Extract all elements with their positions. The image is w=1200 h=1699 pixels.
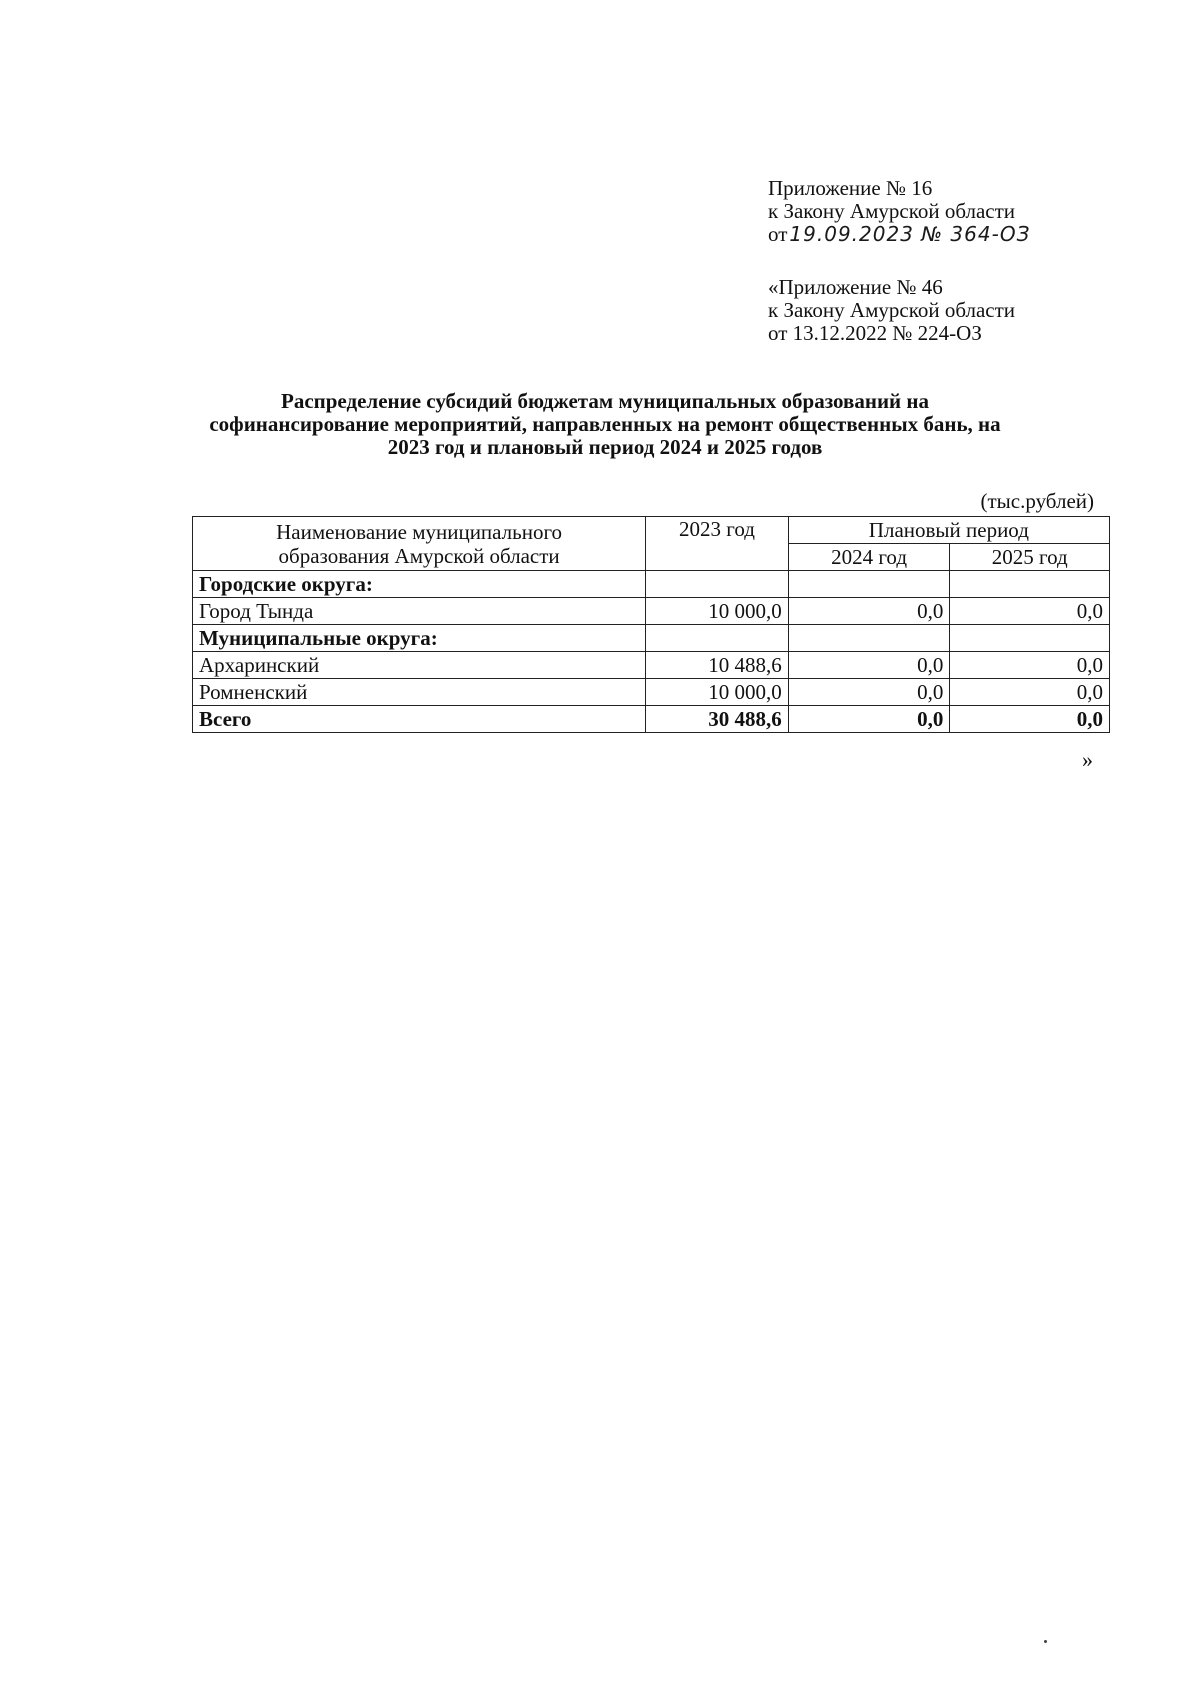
subsidy-table [192, 516, 1110, 733]
old-law-reference: к Закону Амурской области [768, 298, 1016, 322]
table-row [193, 598, 1110, 625]
date-prefix: от [768, 222, 788, 246]
header-planning-period: Плановый период [788, 517, 1109, 544]
table-row [193, 679, 1110, 706]
row-2024: 0,0 [788, 652, 950, 679]
old-appendix-number: «Приложение № 46 [768, 275, 943, 299]
row-name: Муниципальные округа: [193, 625, 646, 652]
row-2023 [646, 571, 789, 598]
table-row [193, 625, 1110, 652]
header-year-2023: 2023 год [646, 517, 789, 571]
title-line-2: софинансирование мероприятий, направленных на ремонт общественных бань, на [209, 412, 1001, 436]
title-line-3: 2023 год и плановый период 2024 и 2025 годов [387, 435, 823, 459]
law-reference: к Закону Амурской области [768, 199, 1016, 223]
row-2024: 0,0 [788, 598, 950, 625]
row-2024 [788, 571, 950, 598]
row-name: Город Тында [193, 598, 646, 625]
appendix-number: Приложение № 16 [768, 176, 933, 200]
row-2025: 0,0 [950, 598, 1110, 625]
header-name-line-1: Наименование муниципального [276, 519, 563, 544]
total-2024: 0,0 [788, 706, 950, 733]
old-law-date: от 13.12.2022 № 224-ОЗ [768, 321, 982, 345]
units-label: (тыс.рублей) [980, 489, 1094, 513]
header-year-2024: 2024 год [788, 544, 950, 571]
row-name: Архаринский [193, 652, 646, 679]
row-name: Ромненский [193, 679, 646, 706]
total-2023: 30 488,6 [646, 706, 789, 733]
total-label: Всего [193, 706, 646, 733]
row-name: Городские округа: [193, 571, 646, 598]
scan-speck [1044, 1640, 1047, 1643]
table-header-row [193, 517, 1110, 544]
row-2025: 0,0 [950, 679, 1110, 706]
handwritten-date: 19.09.2023 № 364-ОЗ [789, 222, 1031, 246]
total-2025: 0,0 [950, 706, 1110, 733]
header-name [193, 517, 646, 571]
appendix-old-header [768, 276, 1015, 345]
table-row [193, 571, 1110, 598]
table-row [193, 652, 1110, 679]
row-2023 [646, 625, 789, 652]
row-2023: 10 000,0 [646, 679, 789, 706]
table-total-row [193, 706, 1110, 733]
row-2024: 0,0 [788, 679, 950, 706]
law-date-line [768, 223, 1030, 246]
header-year-2025: 2025 год [950, 544, 1110, 571]
row-2023: 10 000,0 [646, 598, 789, 625]
row-2025: 0,0 [950, 652, 1110, 679]
row-2024 [788, 625, 950, 652]
row-2023: 10 488,6 [646, 652, 789, 679]
closing-quote: » [1082, 747, 1093, 772]
header-name-line-2: образования Амурской области [278, 543, 560, 568]
title-line-1: Распределение субсидий бюджетам муниципальных образований на [281, 389, 929, 413]
row-2025 [950, 571, 1110, 598]
row-2025 [950, 625, 1110, 652]
appendix-new-header [768, 177, 1030, 246]
document-title [180, 390, 1030, 459]
